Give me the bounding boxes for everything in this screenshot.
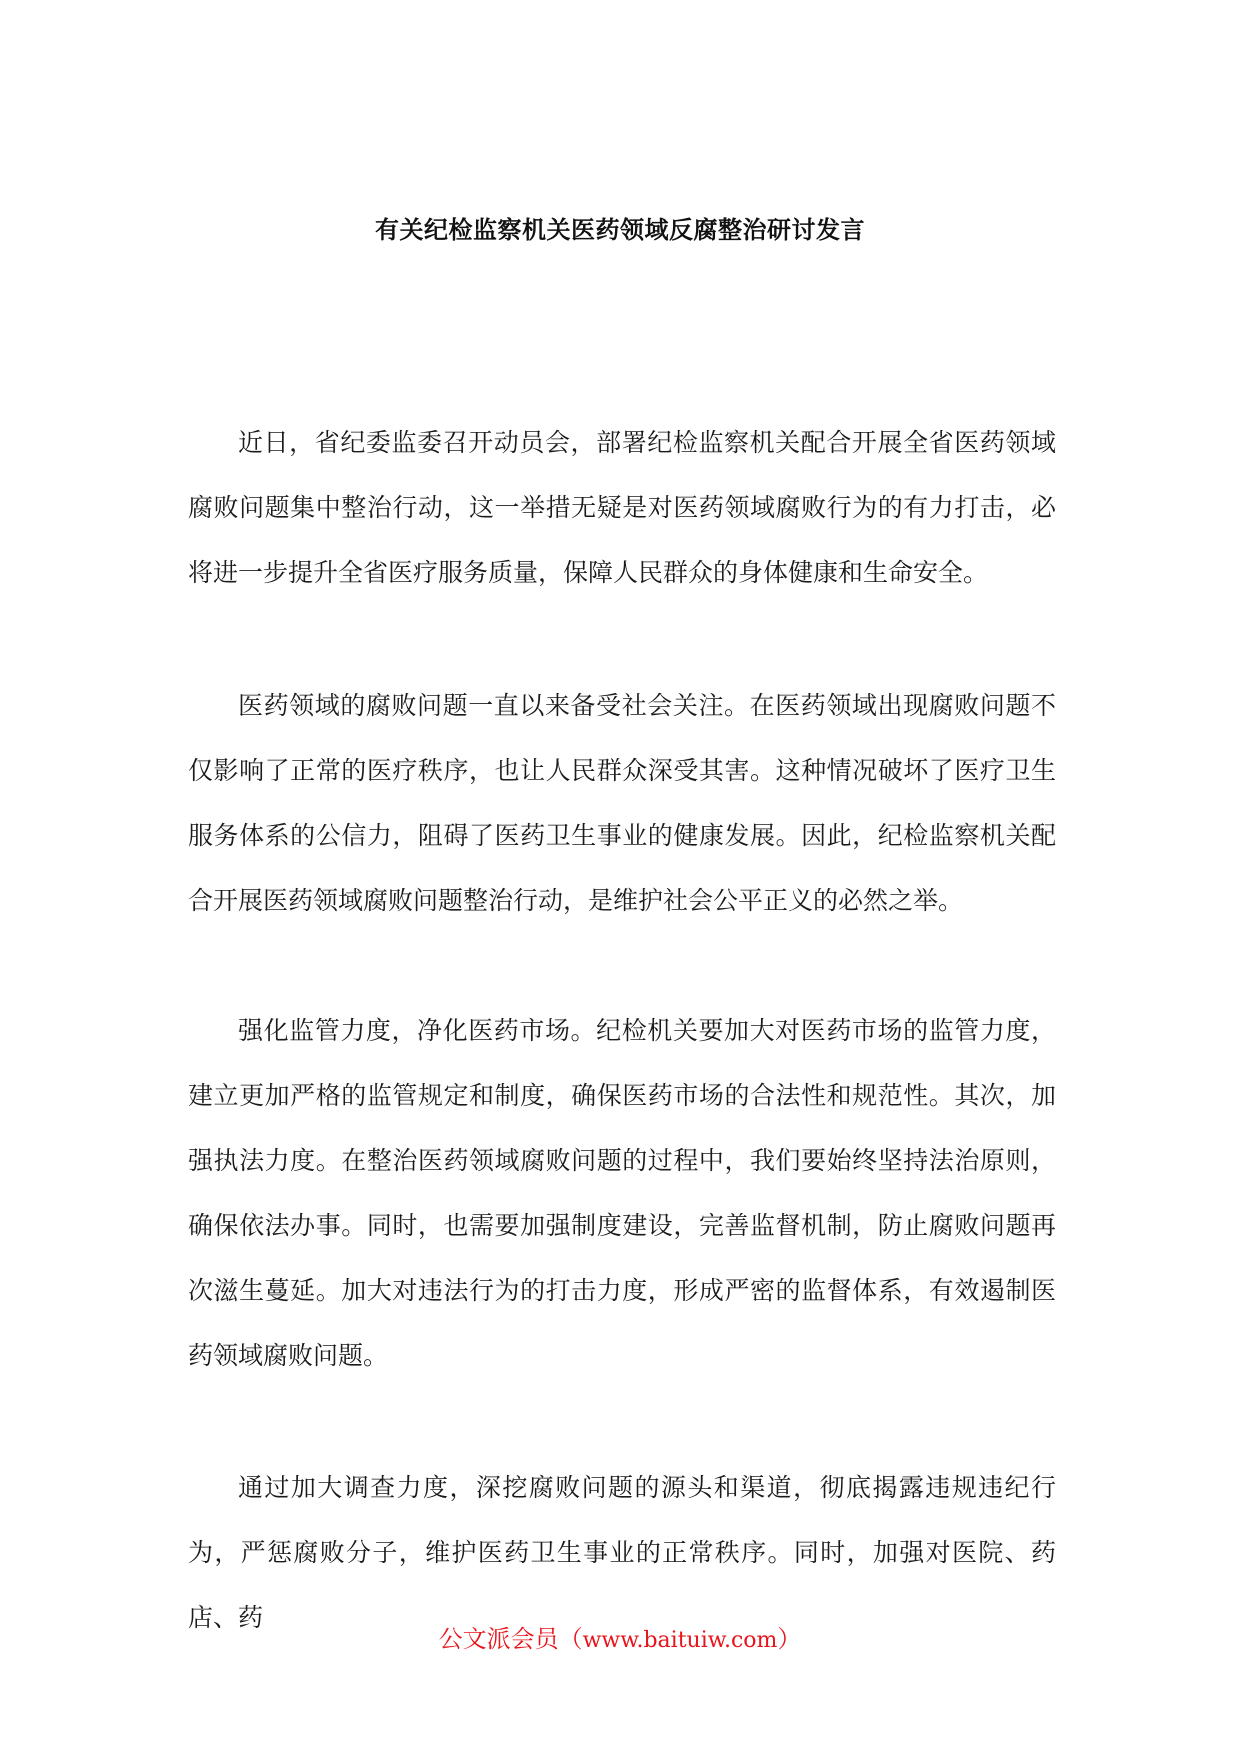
document-title: 有关纪检监察机关医药领域反腐整治研讨发言 [375, 216, 865, 244]
paragraph-3: 强化监管力度，净化医药市场。纪检机关要加大对医药市场的监管力度，建立更加严格的监管规定和制度，确保医药市场的合法性和规范性。其次，加强执法力度。在整治医药领域腐败问题的过程中，我们要始终坚持法治原则，确保依法办事。同时，也需要加强制度建设，完善监督机制，防止腐败问题再次滋生蔓延。加大对违法行为的打击力度，形成严密的监督体系，有效遏制医药领域腐败问题。 [188, 1016, 1056, 1370]
footer-watermark [0, 1622, 1240, 1658]
paragraph-1: 近日，省纪委监委召开动员会，部署纪检监察机关配合开展全省医药领域腐败问题集中整治行动，这一举措无疑是对医药领域腐败行为的有力打击，必将进一步提升全省医疗服务质量，保障人民群众的身体健康和生命安全。 [188, 428, 1056, 587]
footer-suffix: ） [777, 1625, 802, 1653]
footer-url[interactable]: www.baituiw.com [582, 1628, 778, 1653]
paragraph-2: 医药领域的腐败问题一直以来备受社会关注。在医药领域出现腐败问题不仅影响了正常的医疗秩序，也让人民群众深受其害。这种情况破坏了医疗卫生服务体系的公信力，阻碍了医药卫生事业的健康发展。因此，纪检监察机关配合开展医药领域腐败问题整治行动，是维护社会公平正义的必然之举。 [188, 691, 1056, 915]
footer-prefix: 公文派会员（ [438, 1625, 583, 1653]
paragraph-4: 通过加大调查力度，深挖腐败问题的源头和渠道，彻底揭露违规违纪行为，严惩腐败分子，维护医药卫生事业的正常秩序。同时，加强对医院、药店、药 [188, 1473, 1056, 1632]
